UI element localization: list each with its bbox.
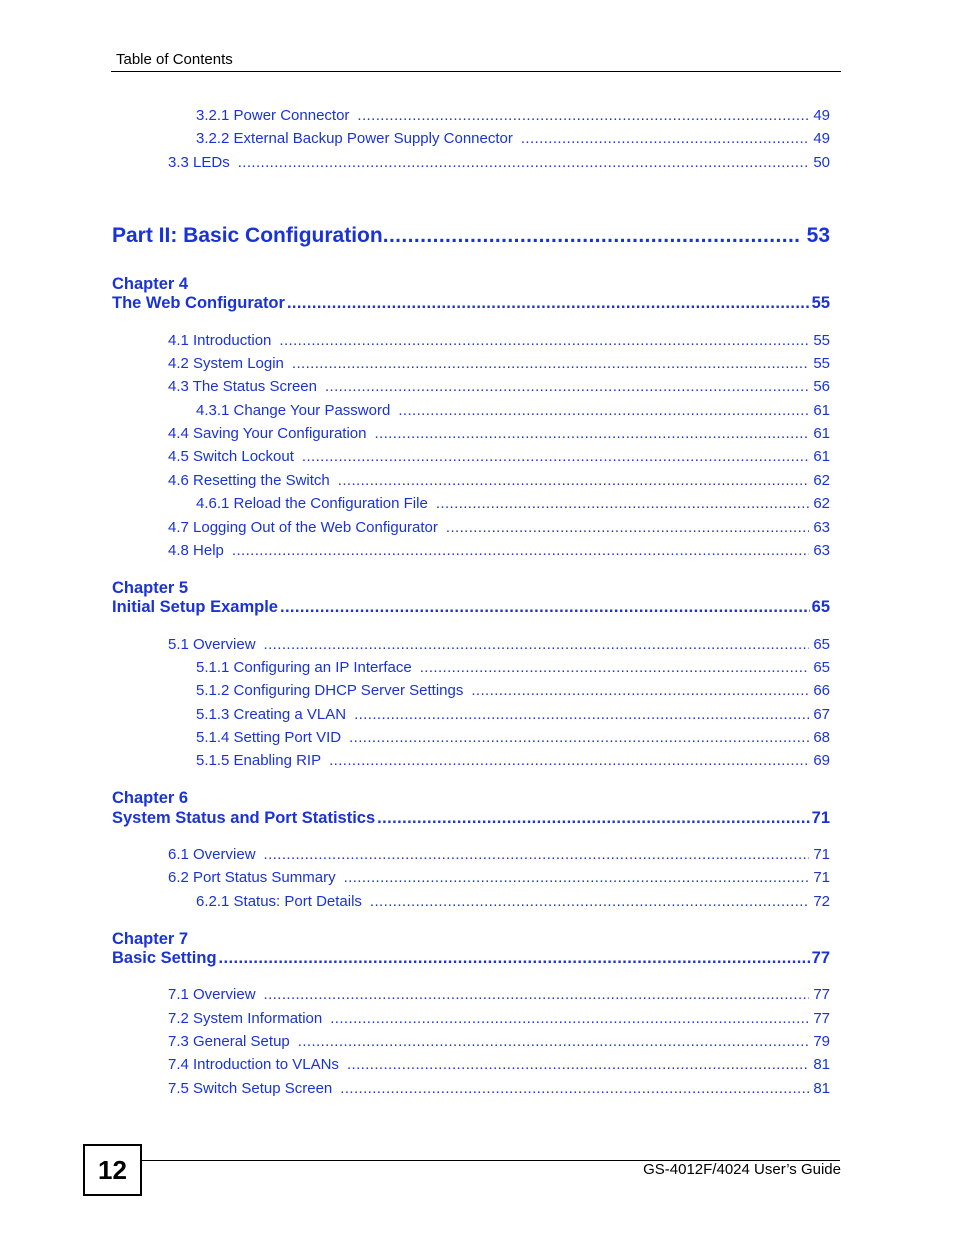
toc-entry-page: 65 [813, 659, 830, 676]
toc-entry[interactable] [196, 402, 830, 419]
chapter-heading[interactable] [112, 949, 830, 968]
toc-entry-title: 7.2 System Information [168, 1010, 323, 1027]
dot-leader [292, 355, 809, 372]
chapter-page: 71 [811, 809, 830, 827]
toc-entry[interactable] [168, 846, 830, 863]
toc-entry-page: 77 [813, 986, 830, 1003]
toc-entry-page: 62 [813, 495, 830, 512]
dot-leader [264, 846, 810, 863]
dot-leader [471, 682, 809, 699]
dot-leader [357, 107, 809, 124]
toc-entry-page: 72 [813, 893, 830, 910]
toc-entry[interactable] [168, 425, 830, 442]
toc-entry[interactable] [168, 378, 830, 395]
toc-entry-page: 81 [813, 1056, 830, 1073]
toc-entry-title: 6.2.1 Status: Port Details [196, 893, 362, 910]
toc-entry[interactable] [168, 1010, 830, 1027]
toc-entry-title: 4.5 Switch Lockout [168, 448, 294, 465]
toc-entry-page: 50 [813, 154, 830, 171]
dot-leader [264, 636, 810, 653]
part-page: 53 [806, 224, 830, 247]
dot-leader [340, 1080, 809, 1097]
toc-entry-title: 5.1.4 Setting Port VID [196, 729, 342, 746]
toc-entry[interactable] [196, 893, 830, 910]
dot-leader [377, 809, 809, 828]
dot-leader [344, 869, 810, 886]
toc-entry-title: 4.6 Resetting the Switch [168, 472, 330, 489]
toc-entry-title: 5.1.5 Enabling RIP [196, 752, 322, 769]
dot-leader [383, 224, 801, 248]
chapter-title: The Web Configurator [112, 294, 285, 312]
toc-entry-title: 4.6.1 Reload the Configuration File [196, 495, 428, 512]
toc-entry-title: 5.1 Overview [168, 636, 256, 653]
dot-leader [347, 1056, 809, 1073]
toc-entry-page: 61 [813, 425, 830, 442]
toc-entry-title: 4.7 Logging Out of the Web Configurator [168, 519, 438, 536]
toc-entry[interactable] [196, 682, 830, 699]
toc-entry[interactable] [168, 448, 830, 465]
toc-entry-title: 4.2 System Login [168, 355, 284, 372]
toc-entry-title: 3.3 LEDs [168, 154, 230, 171]
dot-leader [436, 495, 810, 512]
toc-entry-page: 61 [813, 448, 830, 465]
chapter-page: 65 [811, 598, 830, 616]
toc-entry[interactable] [168, 154, 830, 171]
dot-leader [287, 294, 810, 313]
chapter-label: Chapter 5 [112, 579, 189, 597]
toc-entry[interactable] [168, 986, 830, 1003]
dot-leader [302, 448, 809, 465]
toc-entry-page: 81 [813, 1080, 830, 1097]
toc-entry-title: 6.1 Overview [168, 846, 256, 863]
toc-entry-title: 5.1.2 Configuring DHCP Server Settings [196, 682, 464, 699]
dot-leader [370, 893, 809, 910]
dot-leader [279, 332, 809, 349]
chapter-page: 55 [811, 294, 830, 312]
toc-entry[interactable] [168, 332, 830, 349]
toc-entry-title: 7.4 Introduction to VLANs [168, 1056, 339, 1073]
toc-entry[interactable] [196, 659, 830, 676]
dot-leader [446, 519, 809, 536]
toc-entry[interactable] [168, 1080, 830, 1097]
dot-leader [298, 1033, 810, 1050]
toc-entry-title: 4.8 Help [168, 542, 224, 559]
dot-leader [398, 402, 809, 419]
toc-entry-title: 4.4 Saving Your Configuration [168, 425, 367, 442]
dot-leader [232, 542, 809, 559]
chapter-label: Chapter 7 [112, 930, 189, 948]
toc-entry-page: 62 [813, 472, 830, 489]
toc-entry-page: 61 [813, 402, 830, 419]
part-heading[interactable] [112, 224, 830, 248]
toc-entry-page: 55 [813, 355, 830, 372]
toc-entry-page: 69 [813, 752, 830, 769]
chapter-heading[interactable] [112, 598, 830, 617]
chapter-title: Basic Setting [112, 949, 217, 967]
chapter-label: Chapter 4 [112, 275, 189, 293]
toc-entry-page: 49 [813, 107, 830, 124]
toc-entry-title: 4.3 The Status Screen [168, 378, 317, 395]
toc-entry[interactable] [168, 636, 830, 653]
toc-entry-page: 79 [813, 1033, 830, 1050]
dot-leader [521, 130, 809, 147]
toc-entry[interactable] [168, 519, 830, 536]
toc-entry[interactable] [196, 706, 830, 723]
chapter-heading[interactable] [112, 809, 830, 828]
dot-leader [219, 949, 810, 968]
guide-title: GS-4012F/4024 User’s Guide [643, 1161, 841, 1178]
dot-leader [338, 472, 810, 489]
chapter-page: 77 [811, 949, 830, 967]
dot-leader [325, 378, 809, 395]
toc-entry-title: 6.2 Port Status Summary [168, 869, 336, 886]
toc-entry[interactable] [168, 542, 830, 559]
header-divider [111, 71, 841, 72]
toc-entry-title: 7.5 Switch Setup Screen [168, 1080, 333, 1097]
toc-entry[interactable] [168, 1033, 830, 1050]
toc-entry-title: 4.1 Introduction [168, 332, 272, 349]
toc-entry-page: 63 [813, 542, 830, 559]
dot-leader [238, 154, 810, 171]
toc-entry-title: 5.1.1 Configuring an IP Interface [196, 659, 412, 676]
toc-entry-page: 56 [813, 378, 830, 395]
toc-entry-page: 65 [813, 636, 830, 653]
page-number: 12 [98, 1154, 127, 1185]
toc-entry-page: 71 [813, 846, 830, 863]
chapter-heading[interactable] [112, 294, 830, 313]
dot-leader [354, 706, 809, 723]
running-header: Table of Contents [116, 51, 233, 68]
toc-entry[interactable] [168, 472, 830, 489]
dot-leader [349, 729, 809, 746]
toc-entry-page: 55 [813, 332, 830, 349]
toc-entry[interactable] [168, 1056, 830, 1073]
toc-entry[interactable] [168, 869, 830, 886]
toc-entry[interactable] [168, 355, 830, 372]
toc-entry-title: 7.3 General Setup [168, 1033, 290, 1050]
toc-entry-page: 68 [813, 729, 830, 746]
toc-entry[interactable] [196, 752, 830, 769]
toc-entry-page: 66 [813, 682, 830, 699]
dot-leader [420, 659, 810, 676]
toc-entry-title: 4.3.1 Change Your Password [196, 402, 391, 419]
toc-entry-title: 7.1 Overview [168, 986, 256, 1003]
toc-entry-page: 63 [813, 519, 830, 536]
toc-entry[interactable] [196, 107, 830, 124]
dot-leader [374, 425, 809, 442]
toc-entry-title: 3.2.2 External Backup Power Supply Connector [196, 130, 513, 147]
toc-entry-page: 71 [813, 869, 830, 886]
toc-entry-title: 3.2.1 Power Connector [196, 107, 350, 124]
dot-leader [329, 752, 809, 769]
page-number-box [83, 1144, 142, 1196]
toc-entry[interactable] [196, 130, 830, 147]
chapter-title: Initial Setup Example [112, 598, 278, 616]
toc-entry-page: 49 [813, 130, 830, 147]
chapter-label: Chapter 6 [112, 789, 189, 807]
toc-entry[interactable] [196, 495, 830, 512]
toc-entry[interactable] [196, 729, 830, 746]
chapter-title: System Status and Port Statistics [112, 809, 376, 827]
dot-leader [264, 986, 810, 1003]
toc-entry-page: 77 [813, 1010, 830, 1027]
dot-leader [280, 598, 810, 617]
part-title: Part II: Basic Configuration [112, 224, 383, 247]
toc-entry-page: 67 [813, 706, 830, 723]
dot-leader [330, 1010, 809, 1027]
toc-entry-title: 5.1.3 Creating a VLAN [196, 706, 347, 723]
